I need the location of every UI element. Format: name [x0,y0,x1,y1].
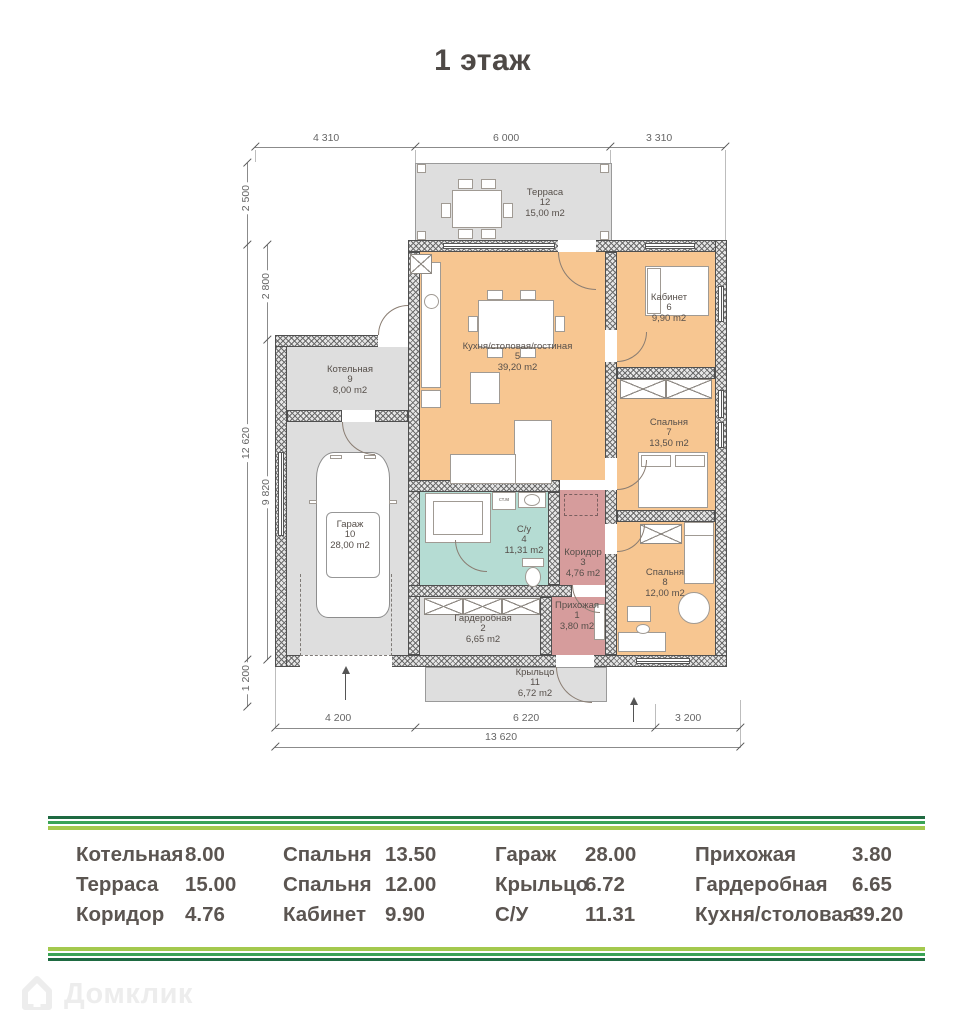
shower-tray [433,501,483,535]
room-area: 15,00 m2 [525,207,565,219]
kitchen-sink [424,294,439,309]
dimension-line [255,147,725,148]
extension-line [415,150,416,163]
dimension-line [275,747,740,748]
chair [555,316,565,332]
door-opening [605,458,617,490]
entry-arrow-head [630,697,638,705]
legend-value: 13.50 [385,843,437,866]
legend-label: Крыльцо [495,873,589,896]
room-number: 6 [666,302,672,314]
sofa [450,454,516,484]
dresser [627,606,651,622]
legend-row [283,840,483,870]
dimension-label: 4 310 [310,132,342,144]
toilet-bowl [525,567,541,587]
room-label-bathroom [492,525,556,556]
desk [618,632,666,652]
room-name: С/у [516,524,532,535]
terrace-post [600,231,609,240]
kitchen-appliance [421,390,441,408]
room-label-bedroom8 [625,568,705,599]
legend-value: 6.65 [852,873,892,896]
legend-label: С/У [495,903,529,926]
room-area: 4,76 m2 [565,567,601,579]
legend-column-4 [695,840,930,930]
legend-value: 4.76 [185,903,225,926]
wall [408,585,572,597]
legend-value: 12.00 [385,873,437,896]
wall [605,252,617,655]
legend-divider-top [48,816,925,830]
room-area: 8,00 m2 [332,384,368,396]
dimension-label: 12 620 [240,424,252,462]
legend-value: 39.20 [852,903,904,926]
window [718,390,724,418]
room-area: 3,80 m2 [559,620,595,632]
entry-arrow-head [342,666,350,674]
room-label-garage [310,520,390,551]
dimension-label: 13 620 [482,731,520,743]
stripe-dark-green [48,958,925,961]
car-mirror [309,500,317,504]
room-number: 3 [580,557,586,569]
room-area: 11,31 m2 [504,544,544,556]
legend-column-2 [283,840,483,930]
room-name: Терраса [526,187,564,198]
chair [458,179,473,189]
chair [520,290,536,300]
wall [287,410,342,422]
room-name: Спальня [645,567,685,578]
legend-column-3 [495,840,685,930]
dimension-label: 2 500 [240,182,252,214]
room-label-hallway [548,601,606,632]
room-label-bedroom7 [628,418,710,449]
room-area: 9,90 m2 [651,312,687,324]
legend-value: 8.00 [185,843,225,866]
legend-label: Котельная [76,843,184,866]
sofa [514,420,552,484]
washing-machine-label: ст.м [499,497,509,503]
legend-row [695,900,930,930]
room-area: 6,72 m2 [517,687,553,699]
dimension-label: 3 200 [672,712,704,724]
wardrobe-cabinet [620,379,666,399]
stripe-dark-green [48,816,925,819]
door-opening [558,240,596,252]
extension-line [255,150,256,162]
extension-line [725,150,726,240]
pillow [675,455,705,467]
chair [468,316,478,332]
extension-line [275,667,276,729]
dimension-line [267,245,268,660]
dimension-label: 6 220 [510,712,542,724]
legend-row [495,900,685,930]
legend-label: Кухня/столовая [695,903,855,926]
room-name: Котельная [327,364,373,375]
window [718,286,724,322]
room-area: 39,20 m2 [497,361,538,373]
legend-row [283,900,483,930]
legend-row [495,840,685,870]
stripe-mid-green [48,953,925,956]
legend-row [695,870,930,900]
terrace-post [417,231,426,240]
legend-label: Спальня [283,843,372,866]
legend-label: Коридор [76,903,165,926]
room-label-terrace [500,188,590,219]
terrace-table [452,190,502,228]
dimension-label: 1 200 [240,662,252,694]
room-name: Прихожая [554,600,600,611]
armchair [470,372,500,404]
passage-opening [564,494,598,516]
room-name: Кабинет [650,292,688,303]
pillow [684,522,714,536]
car-light [330,455,342,459]
door-opening [605,330,617,362]
legend-column-1 [76,840,281,930]
room-number: 8 [662,577,668,589]
room-number: 12 [539,197,551,209]
room-number: 11 [530,677,540,689]
room-label-boiler [310,365,390,396]
room-name: Коридор [564,547,602,558]
door-opening [556,655,594,667]
window [718,422,724,448]
wardrobe-cabinet [666,379,712,399]
legend-label: Гардеробная [695,873,828,896]
chair [481,179,496,189]
entry-arrow [633,704,634,722]
room-name: Кухня/столовая/гостиная [462,341,573,352]
room-area: 6,65 m2 [465,633,501,645]
room-label-wardrobe [433,614,533,645]
legend-row [76,870,281,900]
entry-arrow [345,674,346,700]
dimension-label: 4 200 [322,712,354,724]
room-name: Гардеробная [454,613,512,624]
legend-row [695,840,930,870]
legend-label: Кабинет [283,903,366,926]
wall [617,367,715,379]
door-arc [378,305,408,335]
legend-label: Прихожая [695,843,797,866]
room-name: Крыльцо [515,667,555,678]
room-name: Спальня [649,417,689,428]
legend-value: 11.31 [585,903,636,926]
page-title: 1 этаж [434,44,531,77]
room-number: 5 [514,351,521,363]
room-number: 9 [347,374,353,386]
wardrobe-cabinet [640,524,682,544]
terrace-post [417,164,426,173]
chair [481,229,496,239]
terrace-post [600,164,609,173]
dimension-label: 2 800 [260,270,272,302]
window [636,658,690,664]
car-mirror [389,500,397,504]
room-number: 7 [666,427,672,439]
room-label-porch [470,668,600,699]
legend-row [76,900,281,930]
legend-row [76,840,281,870]
watermark [18,972,193,1017]
chair [487,290,503,300]
room-area: 28,00 m2 [330,539,370,551]
door-opening [378,335,408,347]
stripe-mid-green [48,821,925,824]
legend-value: 3.80 [852,843,892,866]
room-number: 2 [480,623,486,635]
window [645,243,695,249]
wall [375,410,408,422]
room-number: 10 [344,529,356,541]
dimension-label: 3 310 [643,132,675,144]
window [443,243,555,249]
garage-gate-swing [300,574,392,656]
room-name: Гараж [336,519,364,530]
car-light [364,455,376,459]
legend-value: 28.00 [585,843,637,866]
extension-line [610,150,611,163]
legend-divider-bottom [48,947,925,961]
room-area: 12,00 m2 [645,587,685,599]
legend-label: Спальня [283,873,372,896]
bathroom-sink [524,494,540,506]
stripe-light-green [48,826,925,830]
room-area: 13,50 m2 [649,437,689,449]
watermark-brand: Домклик [64,978,193,1010]
extension-line [740,700,741,748]
room-label-kitchen [430,342,605,373]
toilet-tank [522,558,544,567]
chair [458,229,473,239]
vent-shaft [410,254,432,274]
desk-chair [636,624,650,634]
stripe-light-green [48,947,925,951]
legend-label: Гараж [495,843,557,866]
room-number: 4 [521,534,527,546]
room-number: 1 [574,610,580,622]
legend-value: 6.72 [585,873,625,896]
dimension-line [275,728,740,729]
window [278,452,284,536]
wall [617,510,715,522]
room-label-cabinet [628,293,710,324]
legend-row [283,870,483,900]
dimension-label: 9 820 [260,476,272,508]
legend-value: 15.00 [185,873,237,896]
legend-label: Терраса [76,873,159,896]
legend-value: 9.90 [385,903,425,926]
chair [441,203,451,218]
dimension-label: 6 000 [490,132,522,144]
legend-row [495,870,685,900]
room-label-corridor [552,548,614,579]
house-logo-icon [18,972,56,1017]
